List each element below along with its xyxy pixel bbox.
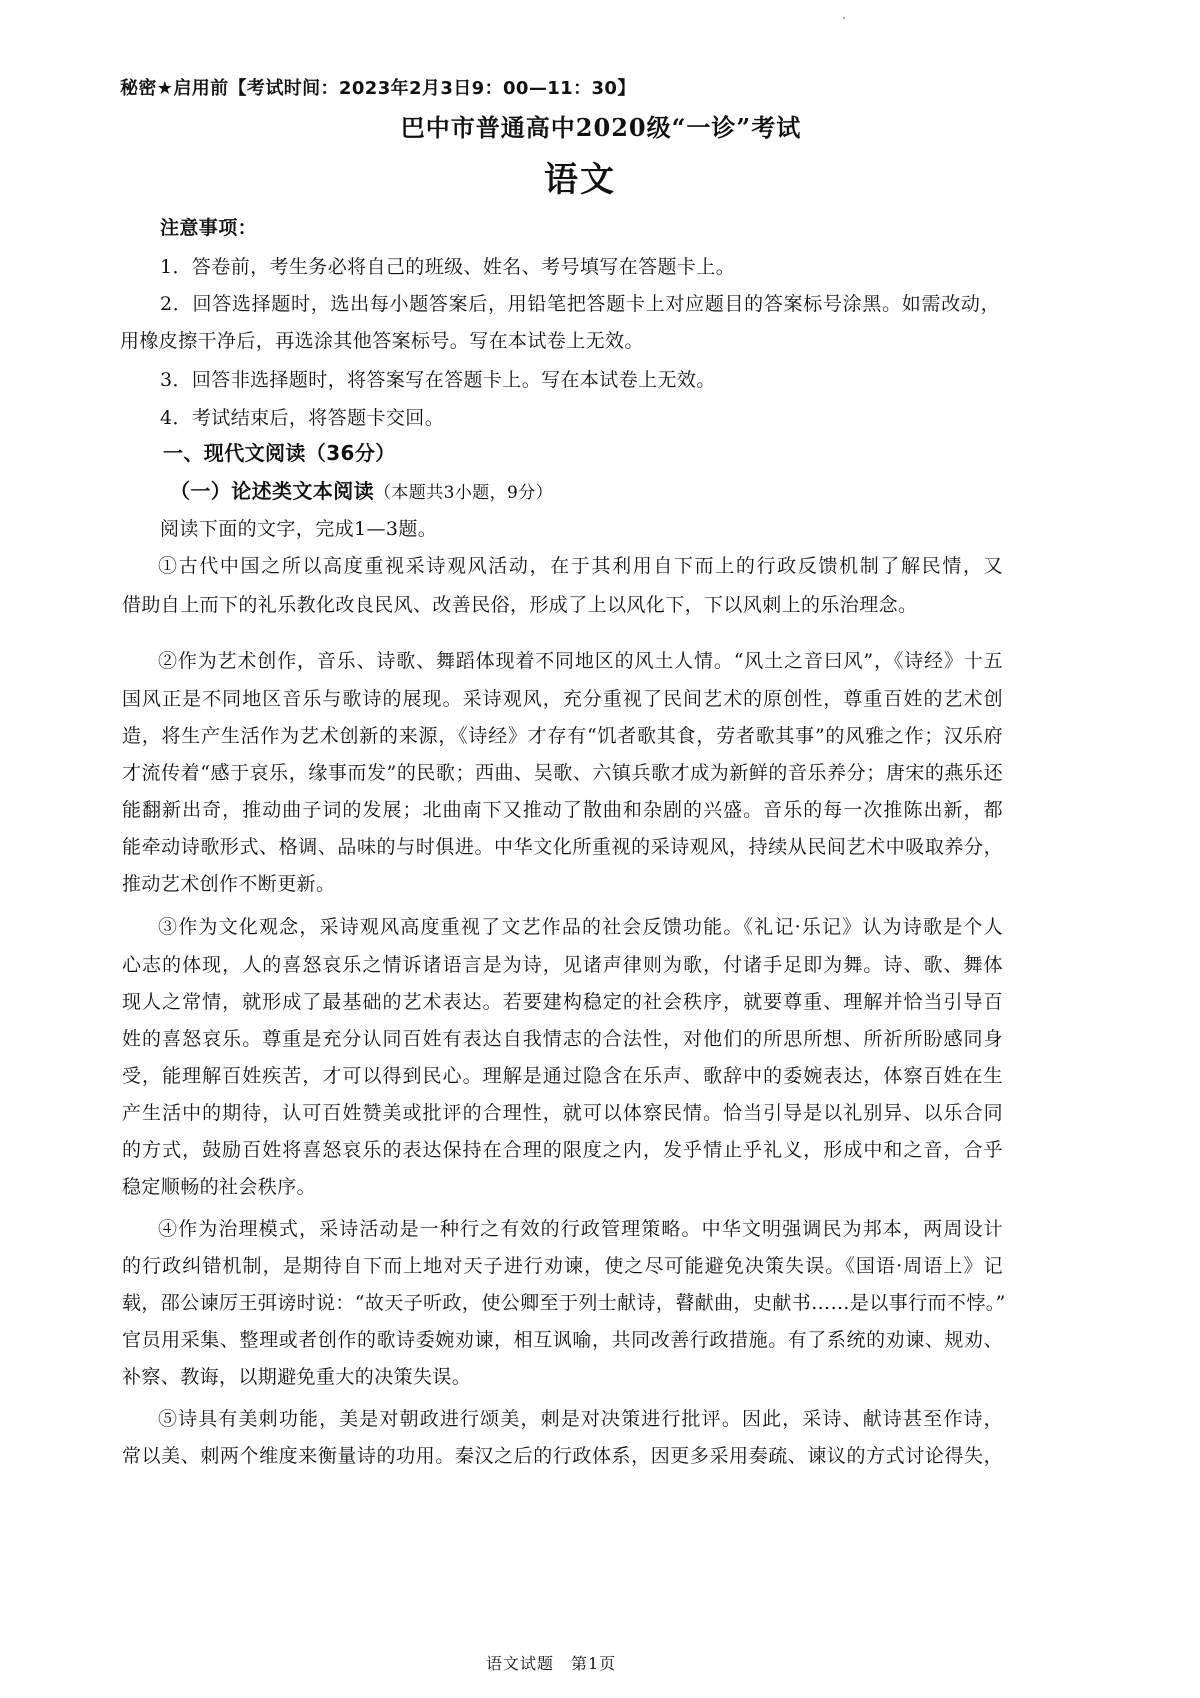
notice-item: 1．答卷前，考生务必将自己的班级、姓名、考号填写在答题卡上。	[160, 256, 736, 278]
notice-item: 用橡皮擦干净后，再选涂其他答案标号。写在本试卷上无效。	[120, 330, 644, 352]
scan-speck	[843, 17, 845, 19]
page-footer: 语文试题 第1页	[486, 1654, 617, 1673]
passage-line: 国风正是不同地区音乐与歌诗的展现。采诗观风，充分重视了民间艺术的原创性，尊重百姓的艺术创	[122, 688, 1003, 710]
passage-line: 推动艺术创作不断更新。	[122, 873, 336, 895]
passage-line: ⑤诗具有美刺功能，美是对朝政进行颂美，刺是对决策进行批评。因此，采诗、献诗甚至作诗，	[158, 1408, 1003, 1430]
passage-line: 能翻新出奇，推动曲子词的发展；北曲南下又推动了散曲和杂剧的兴盛。音乐的每一次推陈出新，都	[122, 799, 1003, 821]
passage-line: 借助自上而下的礼乐教化改良民风、改善民俗，形成了上以风化下，下以风刺上的乐治理念。	[122, 594, 918, 616]
passage-line: ④作为治理模式，采诗活动是一种行之有效的行政管理策略。中华文明强调民为邦本，两周设计	[158, 1218, 1003, 1240]
passage-line: 补察、教诲，以期避免重大的决策失误。	[122, 1366, 472, 1388]
exam-title: 巴中市普通高中2020级“一诊”考试	[400, 113, 802, 142]
section-heading: 一、现代文阅读（36分）	[163, 441, 396, 465]
passage-line: 稳定顺畅的社会秩序。	[122, 1176, 317, 1198]
passage-line: 心志的体现，人的喜怒哀乐之情诉诸语言是为诗，见诸声律则为歌，付诸手足即为舞。诗、歌、舞体	[122, 954, 1003, 976]
passage-line: 才流传着“感于哀乐，缘事而发”的民歌；西曲、吴歌、六镇兵歌才成为新鲜的音乐养分；唐宋的燕乐还	[122, 762, 1003, 784]
sub-section-note: （本题共3小题，9分）	[374, 483, 554, 503]
passage-line: 的行政纠错机制，是期待自下而上地对天子进行劝谏，使之尽可能避免决策失误。《国语·周语上》记	[122, 1255, 1003, 1277]
passage-line: 姓的喜怒哀乐。尊重是充分认同百姓有表达自我情志的合法性，对他们的所思所想、所祈所盼感同身	[122, 1028, 1003, 1050]
passage-line: 现人之常情，就形成了最基础的艺术表达。若要建构稳定的社会秩序，就要尊重、理解并恰当引导百	[122, 991, 1003, 1013]
passage-line: ①古代中国之所以高度重视采诗观风活动，在于其利用自下而上的行政反馈机制了解民情，又	[158, 555, 1003, 577]
notice-item: 3．回答非选择题时，将答案写在答题卡上。写在本试卷上无效。	[160, 369, 716, 391]
notice-item: 2．回答选择题时，选出每小题答案后，用铅笔把答题卡上对应题目的答案标号涂黑。如需改动，	[160, 293, 1000, 315]
notice-heading: 注意事项：	[160, 217, 258, 239]
passage-line: 官员用采集、整理或者创作的歌诗委婉劝谏，相互讽喻，共同改善行政措施。有了系统的劝谏、规劝、	[122, 1329, 1003, 1351]
passage-line: 受，能理解百姓疾苦，才可以得到民心。理解是通过隐含在乐声、歌辞中的委婉表达，体察百姓在生	[122, 1065, 1003, 1087]
passage-line: ②作为艺术创作，音乐、诗歌、舞蹈体现着不同地区的风土人情。“风土之音曰风”，《诗经》十五	[158, 650, 1003, 672]
sub-section-title: （一）论述类文本阅读	[170, 479, 374, 503]
notice-item: 4．考试结束后，将答题卡交回。	[160, 407, 445, 429]
passage-line: 产生活中的期待，认可百姓赞美或批评的合理性，就可以体察民情。恰当引导是以礼别异、以乐合同	[122, 1102, 1003, 1124]
passage-line: ③作为文化观念，采诗观风高度重视了文艺作品的社会反馈功能。《礼记·乐记》认为诗歌是个人	[158, 916, 1003, 938]
subject-title: 语文	[544, 160, 616, 200]
passage-line: 造，将生产生活作为艺术创新的来源，《诗经》才存有“饥者歌其食，劳者歌其事”的风雅之作；汉乐府	[122, 725, 1003, 747]
confidential-header: 秘密★启用前【考试时间：2023年2月3日9：00—11：30】	[120, 78, 636, 99]
passage-line: 载，邵公谏厉王弭谤时说：“故天子听政，使公卿至于列士献诗，瞽献曲，史献书……是以事行而不悖。”	[122, 1292, 1006, 1314]
passage-line: 常以美、刺两个维度来衡量诗的功用。秦汉之后的行政体系，因更多采用奏疏、谏议的方式讨论得失，	[122, 1445, 1003, 1467]
sub-section-heading	[170, 478, 553, 506]
reading-instruction: 阅读下面的文字，完成1—3题。	[160, 518, 438, 540]
passage-line: 能牵动诗歌形式、格调、品味的与时俱进。中华文化所重视的采诗观风，持续从民间艺术中吸取养分，	[122, 836, 1003, 858]
passage-line: 的方式，鼓励百姓将喜怒哀乐的表达保持在合理的限度之内，发乎情止乎礼义，形成中和之音，合乎	[122, 1139, 1003, 1161]
